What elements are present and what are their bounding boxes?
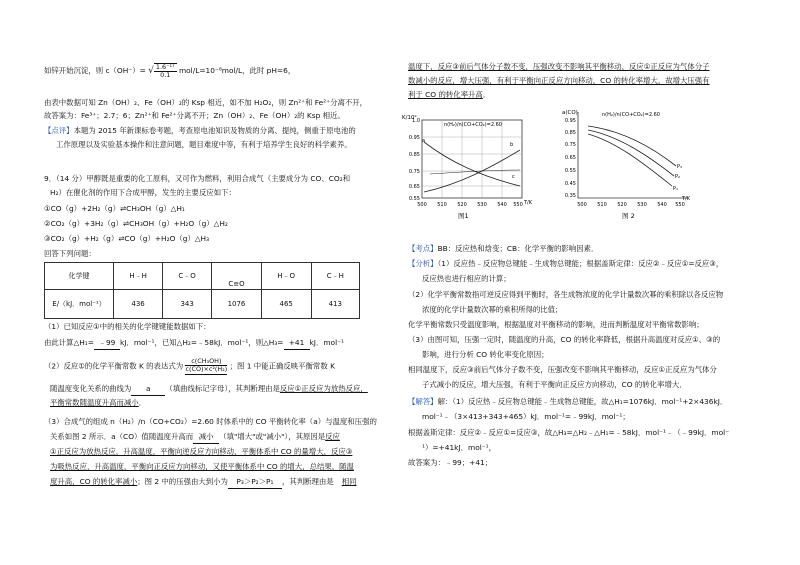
curve-a <box>424 142 520 186</box>
y-tick-label: 0.65 <box>408 184 420 190</box>
answer-reason: 平衡常数随温度升高而减小 <box>50 398 139 407</box>
text-line: 数减小的反应，增大压强，有利于平衡向正反应方向移动，CO 的转化率增大，故增大压强有 <box>408 76 710 85</box>
table-intro: 回答下列问题： <box>44 249 96 258</box>
analysis-line: 子式减小的反应，增大压强，有利于平衡向正反应方向移动，CO 的转化率增大． <box>422 380 687 389</box>
answer-reason: 反应 <box>325 432 340 441</box>
curve-a-label: a <box>422 138 426 144</box>
y-tick-label: 0.75 <box>408 169 420 175</box>
table-row <box>45 263 360 290</box>
figure-2-chart <box>558 106 698 228</box>
table-cell: 465 <box>261 290 311 319</box>
section-tag: 【解答】 <box>408 397 438 406</box>
x-tick-label: 540 <box>657 202 667 208</box>
text: ，其判断理由是 <box>281 477 334 486</box>
y-tick-label: 0.65 <box>564 155 576 161</box>
key-points <box>408 244 598 255</box>
answer-reason: 相同 <box>341 477 357 486</box>
table-cell: C﹣H <box>311 263 359 290</box>
text: ． <box>138 398 147 407</box>
analysis-line <box>408 259 723 270</box>
y-tick-label: 0.55 <box>408 196 420 202</box>
y-tick-label: 1.0 <box>412 118 420 124</box>
x-tick-label: 550 <box>513 202 523 208</box>
table-cell: E/（kJ．mol⁻¹） <box>45 290 114 319</box>
part-1-intro: （1）已知反应①中的相关的化学键键能数据如下： <box>44 322 211 331</box>
analysis-line: （2）化学平衡常数指可逆反应得到平衡时，各生成物浓度的化学计量数次幂的乘积除以各反应物 <box>408 290 724 299</box>
curve-p2-label: P₂ <box>675 174 681 180</box>
y-tick-label: 0.85 <box>408 152 420 158</box>
reaction-1: ①CO（g）+2H₂（g）⇌CH₃OH（g）△H₁ <box>44 204 185 213</box>
x-axis-label: T/K <box>524 200 533 206</box>
answer-blank: ﹣99 <box>94 338 120 350</box>
answer-blank: P₃＞P₂＞P₁ <box>228 477 282 489</box>
bond-energy-table <box>44 262 360 319</box>
solution-line: 故答案为：﹣99；+41； <box>408 458 493 467</box>
solution-line: ¹）=+41kJ．mol⁻¹， <box>422 443 497 452</box>
text: BB：反应热和焓变；CB：化学平衡的影响因素． <box>437 244 599 253</box>
text: 由此计算△H₁= <box>44 338 94 347</box>
comment-line <box>44 126 356 137</box>
text: ；图 2 中的压强由大到小为 <box>137 477 228 486</box>
x-axis-label: T/K <box>682 196 691 202</box>
answer-blank: 减小 <box>193 432 219 444</box>
sqrt-denominator: 0.1 <box>160 71 171 80</box>
analysis-line: 影响，进行分析 CO 转化率变化原因； <box>422 350 549 359</box>
curve-p3 <box>588 126 676 166</box>
x-tick-label: 510 <box>437 202 447 208</box>
text: kJ．mol⁻¹，已知△H₂=﹣58kJ．mol⁻¹，则△H₃= <box>119 338 284 347</box>
part-2-line <box>50 398 146 409</box>
section-tag: 【分析】 <box>408 259 438 268</box>
analysis-line: 反应热也进行相应的计算； <box>422 274 511 283</box>
solution-line: 根据盖斯定律：反应②﹣反应①=反应③，故△H₃=△H₂﹣△H₁=﹣58kJ．mol⁻¹﹣（﹣99kJ．mol⁻ <box>408 428 730 437</box>
text: （1）反应热﹣反应物总键能﹣生成物总键能；根据盖斯定律：反应②﹣反应①=反应③， <box>437 259 724 268</box>
text: 解：（1）反应热﹣反应物总键能﹣生成物总键能，故△H₁=1076kJ．mol⁻¹+2×436kJ． <box>437 397 728 406</box>
solution-line <box>408 397 727 408</box>
text: （2）反应①的化学平衡常数 K 的表达式为 <box>44 361 184 371</box>
y-tick-label: 0.85 <box>564 130 576 136</box>
answer-blank: +41 <box>284 338 310 350</box>
figure-1-chart <box>400 112 540 232</box>
table-cell: H﹣H <box>114 263 163 290</box>
part-2-line <box>50 384 368 396</box>
text: （填曲线标记字母），其判断理由是 <box>165 384 280 393</box>
k-expression <box>185 358 227 375</box>
text: kJ．mol⁻¹ <box>309 338 344 347</box>
text: 利于 CO 的转化率升高 <box>408 90 483 99</box>
text-line: 由表中数据可知 Zn（OH）₂、Fe（OH）₂的 Ksp 相近，如不加 H₂O₂，则 Zn²⁺和 Fe²⁺分离不开， <box>44 98 368 107</box>
figure-caption: 图 2 <box>622 212 635 220</box>
x-tick-label: 550 <box>675 202 685 208</box>
reaction-2: ②CO₂（g）+3H₂（g）⇌CH₃OH（g）+H₂O（g）△H₂ <box>44 219 228 228</box>
y-tick-label: 0.95 <box>408 135 420 141</box>
comment-tag: 【点评】 <box>44 126 74 135</box>
curve-p1 <box>588 134 672 186</box>
table-cell: 化学键 <box>45 263 114 290</box>
text: ；图 1 中能正确反映平衡常数 K <box>229 361 335 371</box>
x-tick-label: 520 <box>457 202 467 208</box>
comment-line: 工作原理以及实验基本操作和注意问题，题目难度中等，有利于培养学生良好的科学素养。 <box>56 140 352 149</box>
table-cell: 413 <box>311 290 359 319</box>
y-tick-label: 0.35 <box>564 193 576 199</box>
k-numerator: c(CH₃OH) <box>185 358 227 366</box>
table-cell: H﹣O <box>261 263 311 290</box>
plot-frame <box>422 120 522 198</box>
ksp-suffix: mol/L=10⁻⁸mol/L，此时 pH=6， <box>178 66 296 76</box>
curve-c-label: c <box>512 174 515 180</box>
part-3-line: ①正反应为放热反应，升高温度，平衡向逆反应方向移动，平衡体系中 CO 的量增大，反应③ <box>50 447 353 456</box>
sqrt-numerator: 1.6⁻¹⁷ <box>155 63 175 71</box>
curve-p2 <box>588 130 674 176</box>
y-axis-label: a(CO) <box>562 110 578 116</box>
part-3-line <box>50 432 340 444</box>
analysis-line: 化学平衡常数只受温度影响，根据温度对平衡移动的影响，进而判断温度对平衡常数影响； <box>408 320 704 329</box>
table-row <box>45 290 360 319</box>
x-tick-label: 500 <box>417 202 427 208</box>
analysis-line: 相同温度下，反应③前后气体分子数不变，压强改变不影响其平衡移动，反应①正反应为气体分 <box>408 365 717 374</box>
x-tick-label: 520 <box>617 202 627 208</box>
curve-p1-label: P₁ <box>673 186 679 192</box>
part-3-line <box>50 477 356 489</box>
curve-c <box>430 170 520 174</box>
text-line: 温度下，反应③前后气体分子数不变，压强改变不影响其平衡移动，反应①正反应为气体分子 <box>408 62 710 71</box>
reaction-3: ③CO₂（g）+H₂（g）⇌CO（g）+H₂O（g）△H₃ <box>44 234 210 243</box>
y-tick-label: 0.45 <box>564 181 576 187</box>
part-3-line: 为吸热反应，升高温度，平衡向正反应方向移动，又使平衡体系中 CO 的增大，总结果，随温 <box>50 462 354 471</box>
legend: n(H₂)/n(CO+CO₂)=2.60 <box>444 122 502 128</box>
part-3-line: （3）合成气的组成 n（H₂）/n（CO+CO₂）=2.60 时体系中的 CO 平衡转化率（a）与温度和压强的 <box>44 417 377 426</box>
part-2-line <box>44 358 335 375</box>
text: 关系如图 2 所示．a（CO）值随温度升高而 <box>50 432 194 441</box>
answer-reason: 度升高，CO 的转化率减小 <box>50 477 138 486</box>
table-cell: 343 <box>163 290 212 319</box>
curve-b-label: b <box>510 142 514 148</box>
table-cell: C≡O <box>212 263 262 290</box>
answer-blank: a <box>131 384 165 396</box>
question-heading: H₂）在催化剂的作用下合成甲醇，发生的主要反应如下： <box>50 188 236 197</box>
comment-text: 本题为 2015 年新课标卷考题，考查原电池知识及物质的分离、提纯，侧重于原电池的 <box>73 126 356 135</box>
curve-p3-label: P₃ <box>677 164 683 170</box>
solution-line: mol⁻¹﹣（3×413+343+465）kJ．mol⁻¹=﹣99kJ．mol⁻¹； <box>422 412 630 421</box>
part-1-answer <box>44 338 344 350</box>
answer-reason: 反应①正反应为放热反应， <box>279 384 368 393</box>
sqrt-expression: √ $\frac{\text{1.6⁻¹⁷}}{0.1}$ <box>148 63 175 80</box>
figure-caption: 图1 <box>458 212 469 220</box>
k-denominator: c(CO)×c²(H₂) <box>185 365 228 374</box>
table-cell: 1076 <box>212 290 262 319</box>
y-axis-label: K/10² <box>402 115 417 121</box>
section-tag: 【考点】 <box>408 244 438 253</box>
analysis-line: （3）由图可知，压强一定时，随温度的升高，CO 的转化率降低，根据升高温度对反应①、③的 <box>408 335 721 344</box>
legend: n(H₂)/n(CO+CO₂)=2.60 <box>602 112 660 118</box>
x-tick-label: 530 <box>637 202 647 208</box>
y-tick-label: 0.95 <box>564 118 576 124</box>
text: ． <box>482 90 491 99</box>
analysis-line: 浓度的化学计量数次幂的乘积所得的比值； <box>422 305 563 314</box>
ksp-line <box>44 63 295 79</box>
x-tick-label: 510 <box>597 202 607 208</box>
y-tick-label: 0.75 <box>564 142 576 148</box>
table-cell: 436 <box>114 290 163 319</box>
text-line: 故答案为：Fe³⁺；2.7；6；Zn²⁺和 Fe²⁺分离不开；Zn（OH）₂、Fe（OH）₂的 Ksp 相近。 <box>44 111 345 120</box>
x-tick-label: 500 <box>577 202 587 208</box>
text: 随温度变化关系的曲线为 <box>50 384 132 393</box>
x-tick-label: 530 <box>477 202 487 208</box>
table-cell: C﹣O <box>163 263 212 290</box>
text-line <box>408 90 490 101</box>
ksp-prefix: 如锌开始沉淀，则 c（OH⁻）= <box>44 66 146 76</box>
text: （填"增大"或"减小"），其原因是 <box>219 432 326 441</box>
x-tick-label: 540 <box>497 202 507 208</box>
question-heading: 9．（14 分）甲醇既是重要的化工原料，又可作为燃料，利用合成气（主要成分为 CO、CO₂和 <box>44 174 351 183</box>
y-tick-label: 0.55 <box>564 168 576 174</box>
